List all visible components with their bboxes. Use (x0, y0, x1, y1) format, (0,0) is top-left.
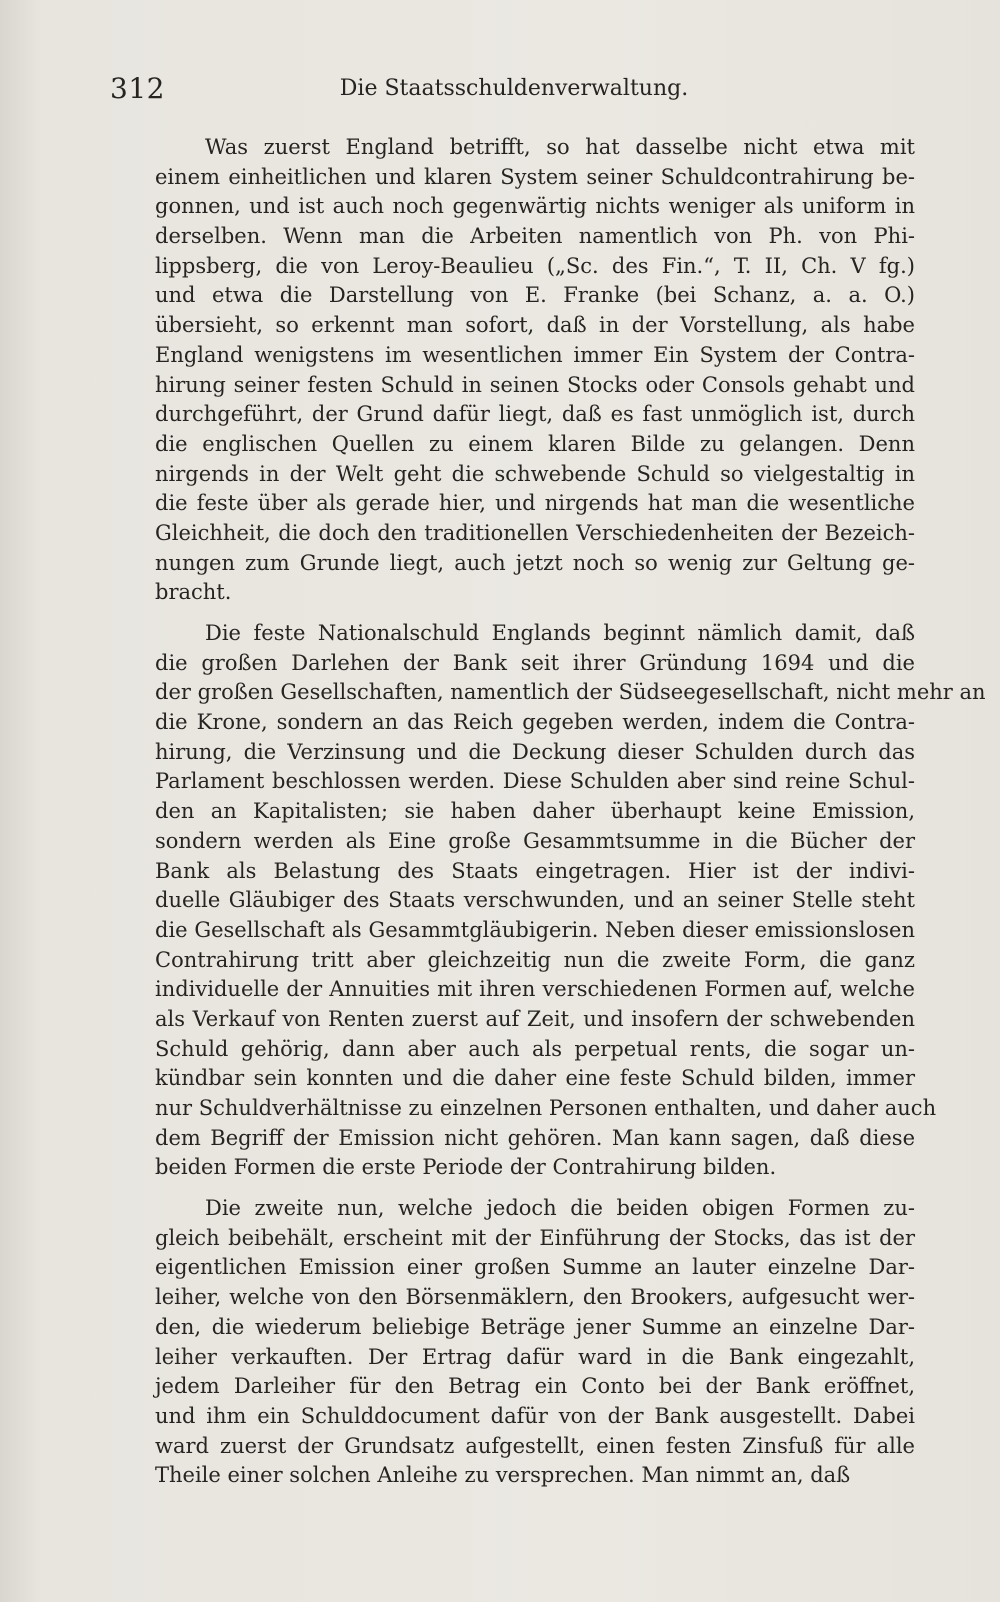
text-line: die feste über als gerade hier, und nirgends hat man die wesentliche (155, 491, 915, 516)
page-header (110, 70, 918, 110)
text-line: nur Schuldverhältnisse zu einzelnen Personen enthalten, und daher auch (155, 1096, 937, 1120)
text-line: Die zweite nun, welche jedoch die beiden obigen Formen zu- (205, 1196, 915, 1221)
text-line: übersieht, so erkennt man sofort, daß in der Vorstellung, als habe (155, 313, 915, 338)
text-line: den an Kapitalisten; sie haben daher überhaupt keine Emission, (155, 799, 915, 824)
text-line: der großen Gesellschaften, namentlich der Südseegesellschaft, nicht mehr an (155, 680, 986, 705)
page-number: 312 (110, 72, 165, 105)
text-line: nungen zum Grunde liegt, auch jetzt noch so wenig zur Geltung ge- (155, 550, 915, 575)
text-line: Die feste Nationalschuld Englands beginnt nämlich damit, daß (205, 621, 915, 645)
running-title: Die Staatsschuldenverwaltung. (339, 76, 689, 101)
text-line: Bank als Belastung des Staats eingetragen. Hier ist der indivi- (155, 858, 915, 883)
paragraph-gap (155, 1183, 915, 1194)
text-line: Contrahirung tritt aber gleichzeitig nun die zweite Form, die ganz (155, 947, 915, 972)
text-line: eigentlichen Emission einer großen Summe an lauter einzelne Dar- (155, 1255, 915, 1280)
text-line: dem Begriff der Emission nicht gehören. Man kann sagen, daß diese (155, 1125, 915, 1150)
text-line: leiher, welche von den Börsenmäklern, den Brookers, aufgesucht wer- (155, 1285, 915, 1310)
text-line: nirgends in der Welt geht die schwebende Schuld so vielgestaltig in (155, 461, 915, 486)
text-line: ward zuerst der Grundsatz aufgestellt, einen festen Zinsfuß für alle (155, 1433, 915, 1458)
text-line: individuelle der Annuities mit ihren verschiedenen Formen auf, welche (155, 977, 915, 1002)
page-body (155, 133, 986, 1491)
text-line: duelle Gläubiger des Staats verschwunden, und an seiner Stelle steht (155, 888, 915, 913)
text-line: die englischen Quellen zu einem klaren Bilde zu gelangen. Denn (155, 431, 915, 456)
text-line: leiher verkauften. Der Ertrag dafür ward in die Bank eingezahlt, (155, 1344, 915, 1369)
text-line: den, die wiederum beliebige Beträge jener Summe an einzelne Dar- (155, 1314, 915, 1339)
text-line: hirung seiner festen Schuld in seinen Stocks oder Consols gehabt und (155, 372, 915, 397)
text-line: die Krone, sondern an das Reich gegeben werden, indem die Contra- (155, 710, 915, 735)
text-line: Was zuerst England betrifft, so hat dasselbe nicht etwa mit (205, 135, 915, 159)
paragraph (155, 1194, 915, 1491)
text-line: sondern werden als Eine große Gesammtsumme in die Bücher der (155, 828, 915, 853)
text-line: als Verkauf von Renten zuerst auf Zeit, und insofern der schwebenden (155, 1006, 915, 1031)
text-line: derselben. Wenn man die Arbeiten namentlich von Ph. von Phi- (155, 224, 915, 249)
text-line: durchgeführt, der Grund dafür liegt, daß es fast unmöglich ist, durch (155, 402, 915, 427)
text-line: gonnen, und ist auch noch gegenwärtig nichts weniger als uniform in (155, 194, 915, 219)
text-line: beiden Formen die erste Periode der Contrahirung bilden. (155, 1155, 777, 1180)
text-line: lippsberg, die von Leroy-Beaulieu („Sc. des Fin.“, T. II, Ch. V fg.) (155, 253, 915, 278)
text-line: einem einheitlichen und klaren System seiner Schuldcontrahirung be- (155, 164, 915, 189)
text-line: Schuld gehörig, dann aber auch als perpetual rents, die sogar un- (155, 1036, 915, 1061)
text-line: die großen Darlehen der Bank seit ihrer Gründung 1694 und die (155, 650, 915, 675)
text-line: bracht. (155, 580, 232, 605)
paragraph-gap (155, 608, 915, 619)
text-line: die Gesellschaft als Gesammtgläubigerin. Neben dieser emissionslosen (155, 917, 915, 942)
text-line: England wenigstens im wesentlichen immer Ein System der Contra- (155, 342, 915, 367)
text-line: und ihm ein Schulddocument dafür von der Bank ausgestellt. Dabei (155, 1403, 915, 1428)
text-line: kündbar sein konnten und die daher eine feste Schuld bilden, immer (155, 1066, 915, 1091)
text-line: Parlament beschlossen werden. Diese Schulden aber sind reine Schul- (155, 769, 915, 794)
text-line: jedem Darleiher für den Betrag ein Conto bei der Bank eröffnet, (155, 1374, 915, 1399)
text-line: Gleichheit, die doch den traditionellen Verschiedenheiten der Bezeich- (155, 520, 915, 545)
text-line: Theile einer solchen Anleihe zu versprechen. Man nimmt an, daß (155, 1463, 851, 1488)
paragraph (155, 619, 986, 1183)
paragraph (155, 133, 915, 608)
text-line: gleich beibehält, erscheint mit der Einführung der Stocks, das ist der (155, 1225, 915, 1250)
text-line: und etwa die Darstellung von E. Franke (bei Schanz, a. a. O.) (155, 283, 915, 308)
text-line: hirung, die Verzinsung und die Deckung dieser Schulden durch das (155, 739, 915, 764)
